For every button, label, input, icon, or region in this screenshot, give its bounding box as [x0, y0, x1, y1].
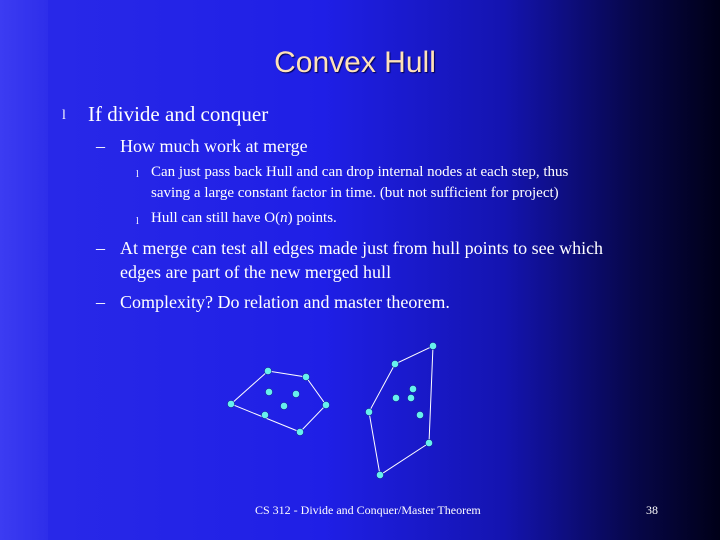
hull-point [365, 408, 372, 415]
dash-icon: – [96, 238, 105, 258]
hull-point [429, 342, 436, 349]
interior-point [392, 394, 399, 401]
hull-point [425, 439, 432, 446]
left-hull-outline [231, 371, 326, 432]
interior-point [280, 402, 287, 409]
hull-point [264, 367, 271, 374]
dash-icon: – [96, 292, 105, 312]
small-bullet-icon: l [136, 216, 139, 227]
hull-point [322, 401, 329, 408]
sub-bullet-merge-test-line1: At merge can test all edges made just from hull points to see which [120, 238, 604, 258]
interior-point [265, 388, 272, 395]
item-pass-back-hull-line1: Can just pass back Hull and can drop internal nodes at each step, thus [151, 164, 569, 180]
hull-point [227, 400, 234, 407]
bullet-icon: l [62, 108, 66, 123]
hull-point [296, 428, 303, 435]
interior-point [292, 390, 299, 397]
item-hull-points: Hull can still have O(n) points. [151, 210, 337, 226]
item-pass-back-hull-line2: saving a large constant factor in time. (but not sufficient for project) [151, 185, 559, 201]
slide-title: Convex Hull [274, 46, 436, 79]
bullet-divide-and-conquer: If divide and conquer [88, 102, 269, 126]
hull-point [376, 471, 383, 478]
hull-point [391, 360, 398, 367]
interior-point [409, 385, 416, 392]
page-number: 38 [646, 503, 658, 517]
interior-point [416, 411, 423, 418]
dash-icon: – [96, 136, 105, 156]
sub-bullet-complexity: Complexity? Do relation and master theorem. [120, 292, 450, 312]
interior-point [261, 411, 268, 418]
right-hull-outline [369, 346, 433, 475]
hull-point [302, 373, 309, 380]
sub-bullet-merge-work: How much work at merge [120, 136, 308, 156]
footer-text: CS 312 - Divide and Conquer/Master Theorem [255, 503, 481, 517]
interior-point [407, 394, 414, 401]
small-bullet-icon: l [136, 169, 139, 180]
sub-bullet-merge-test-line2: edges are part of the new merged hull [120, 262, 392, 282]
